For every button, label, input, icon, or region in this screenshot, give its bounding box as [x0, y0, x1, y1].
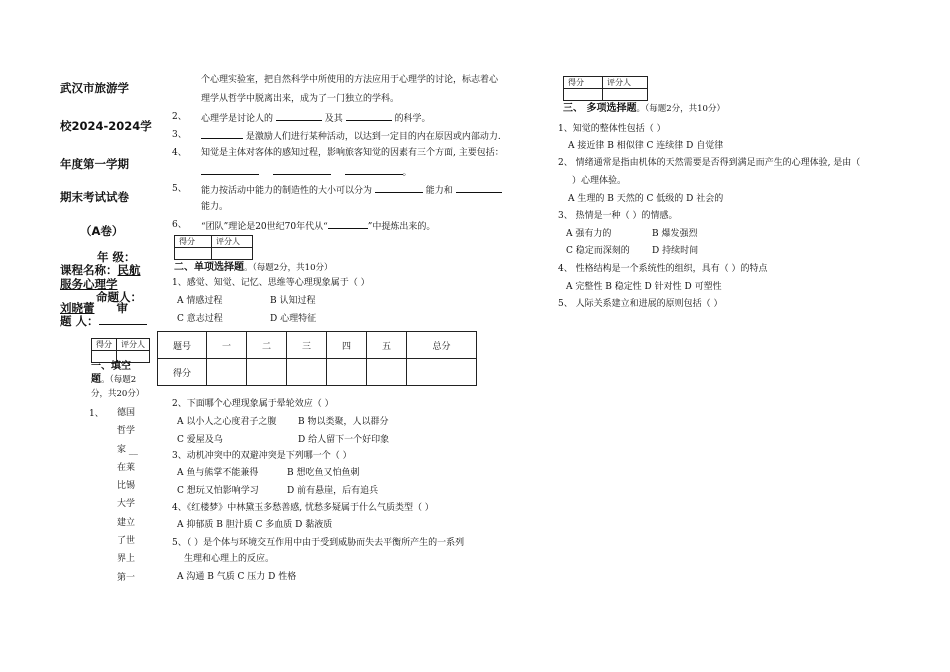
multi-q3: 3、 热情是一种（ ）的情感。	[558, 211, 678, 221]
fill-q2-part-c: 的科学。	[394, 114, 431, 124]
score-table-header: 三	[287, 332, 327, 359]
fill-q3-text: 是激励人们进行某种活动，以达到一定目的内在原因或内部动力.	[245, 132, 501, 142]
fill-q2-part-b: 及其	[324, 114, 343, 124]
course-name-value: 民航	[117, 263, 141, 277]
grader-cell-label: 评分人	[212, 236, 253, 248]
fill-q5-part-a: 能力按活动中能力的制造性的大小可以分为	[201, 186, 373, 196]
fill-q2-blank-2[interactable]	[346, 111, 392, 121]
reviewer-line	[60, 313, 147, 329]
single-title-text: 二、单项选择题	[174, 262, 244, 273]
single-q2-option-c[interactable]: C 爱屋及乌	[177, 435, 223, 445]
multi-q2-continued: ）心理体验。	[572, 176, 627, 186]
fill-q4-end: 。	[402, 168, 412, 178]
course-name-value-2: 服务心理学	[60, 277, 118, 291]
score-table-row-label: 得分	[158, 359, 207, 386]
single-q3-option-d[interactable]: D 前有悬崖，后有追兵	[287, 486, 379, 496]
fill-q6-blank[interactable]	[328, 219, 368, 229]
fill-q4-number: 4、	[172, 148, 187, 158]
fill-q5-end: 能力。	[201, 202, 229, 212]
fill-q6-number: 6、	[172, 220, 187, 230]
fill-q1-seg: 建立	[117, 517, 136, 528]
setter-name: 刘晓蕾	[60, 301, 95, 315]
exam-title: 期末考试试卷	[60, 190, 129, 204]
score-summary-table	[157, 331, 477, 386]
fill-title-text: 一、填空题	[91, 361, 131, 385]
fill-q1-seg: 哲学	[117, 426, 136, 437]
fill-q4-blank-1[interactable]	[201, 165, 259, 175]
score-table-header: 五	[367, 332, 407, 359]
score-table-header: 二	[247, 332, 287, 359]
grader-cell-label: 评分人	[603, 77, 648, 89]
multi-q2-options[interactable]: A 生理的 B 天然的 C 低级的 D 社会的	[568, 194, 724, 204]
single-q3-option-c[interactable]: C 想玩又怕影响学习	[177, 486, 259, 496]
fill-q2-blank-1[interactable]	[276, 111, 322, 121]
fill-q5-blank-1[interactable]	[375, 183, 423, 193]
multi-q1-options[interactable]: A 接近律 B 相似律 C 连续律 D 自觉律	[568, 141, 724, 151]
single-q1-option-b[interactable]: B 认知过程	[270, 296, 316, 306]
score-cell[interactable]	[287, 359, 327, 386]
fill-q4-blanks	[201, 165, 412, 179]
multi-q1: 1、知觉的整体性包括（ ）	[558, 124, 666, 134]
setter-label: 命题人：	[96, 290, 142, 304]
single-q4-options[interactable]: A 抑郁质 B 胆汁质 C 多血质 D 黏液质	[177, 520, 333, 530]
score-cell[interactable]	[207, 359, 247, 386]
single-q2-option-a[interactable]: A 以小人之心度君子之腹	[177, 417, 277, 427]
score-cell-label: 得分	[92, 339, 117, 351]
reviewer-label: 审	[116, 301, 128, 315]
multi-q3-option-a[interactable]: A 强有力的	[566, 229, 612, 239]
grade-label: 年 级：	[97, 250, 136, 264]
single-q2-option-d[interactable]: D 给人留下一个好印象	[298, 435, 390, 445]
single-q1: 1、感觉、知觉、记忆、思维等心理现象属于（ ）	[172, 278, 370, 288]
fill-q1-seg: 在莱	[117, 462, 136, 473]
single-q2-option-b[interactable]: B 物以类聚，人以群分	[298, 417, 389, 427]
fill-section-title	[91, 360, 147, 401]
single-title-note: 。（每题2分，共10分）	[244, 263, 333, 273]
multi-q4: 4、 性格结构是一个系统性的组织，具有（ ）的特点	[558, 264, 768, 274]
fill-q4-blank-3[interactable]	[345, 165, 403, 175]
single-section-title	[174, 258, 332, 273]
fill-q1-seg: 家 __	[117, 444, 138, 455]
fill-q1-seg: 大学	[117, 499, 136, 510]
fill-title-note: 。（每题2分，共20分）	[91, 375, 145, 399]
fill-q1-continued-2: 理学从哲学中脱离出来，成为了一门独立的学科。	[201, 94, 400, 104]
paper-version: （A卷）	[80, 224, 124, 238]
fill-q2-part-a: 心理学是讨论人的	[201, 114, 274, 124]
fill-q1-seg: 比锡	[117, 481, 136, 492]
exam-term: 年度第一学期	[60, 157, 129, 171]
course-name-label: 课程名称：	[60, 263, 118, 277]
multi-q3-option-c[interactable]: C 稳定而深刻的	[566, 246, 630, 256]
single-q4: 4、《红楼梦》中林黛玉多愁善感, 忧愁多疑属于什么气质类型（ ）	[172, 503, 434, 513]
score-cell[interactable]	[247, 359, 287, 386]
score-table-header: 四	[327, 332, 367, 359]
single-q3: 3、动机冲突中的双避冲突是下列哪一个（ ）	[172, 451, 352, 461]
fill-q5	[201, 183, 502, 197]
fill-q6	[201, 219, 435, 233]
fill-q1-seg: 第一	[117, 572, 136, 583]
score-cell[interactable]	[407, 359, 477, 386]
fill-q3-number: 3、	[172, 130, 187, 140]
fill-q1-seg: 了世	[117, 536, 136, 547]
fill-q4-blank-2[interactable]	[273, 165, 331, 175]
multi-title-text: 三、 多项选择题	[563, 103, 637, 114]
fill-q2-number: 2、	[172, 112, 187, 122]
multi-q3-option-b[interactable]: B 爆发强烈	[652, 229, 698, 239]
fill-q3	[201, 129, 501, 143]
single-q1-option-d[interactable]: D 心理特征	[270, 314, 317, 324]
single-q1-option-a[interactable]: A 情感过程	[177, 296, 223, 306]
multi-q3-option-d[interactable]: D 持续时间	[652, 246, 699, 256]
score-table-header: 总分	[407, 332, 477, 359]
score-cell[interactable]	[327, 359, 367, 386]
single-q3-option-a[interactable]: A 鱼与熊掌不能兼得	[177, 468, 259, 478]
fill-q1-seg: 德国	[117, 408, 136, 418]
score-cell[interactable]	[367, 359, 407, 386]
fill-q5-part-b: 能力和	[425, 186, 453, 196]
fill-q1-continued-1: 个心理实验室，把自然科学中所使用的方法应用于心理学的讨论，标志着心	[201, 75, 499, 85]
fill-q5-blank-2[interactable]	[456, 183, 502, 193]
score-cell-label: 得分	[175, 236, 212, 248]
score-table-row	[158, 359, 477, 386]
single-q3-option-b[interactable]: B 想吃鱼又怕鱼刺	[287, 468, 360, 478]
fill-q1-number: 1、	[89, 409, 104, 419]
fill-q6-part-b: ”中提炼出来的。	[367, 222, 436, 232]
fill-q1-seg: 界上	[117, 554, 136, 565]
multi-score-box	[563, 76, 648, 101]
score-table-header-row	[158, 332, 477, 359]
reviewer-label-2: 题 人：	[60, 314, 99, 328]
score-cell-label: 得分	[564, 77, 603, 89]
multi-q4-options[interactable]: A 完整性 B 稳定性 D 针对性 D 可塑性	[566, 282, 722, 292]
single-q5-continued: 生理和心理上的反应。	[184, 554, 275, 564]
fill-q4-text: 知觉是主体对客体的感知过程，影响旅客知觉的因素有三个方面, 主要包括：	[201, 148, 504, 158]
fill-q3-blank[interactable]	[201, 129, 243, 139]
single-q1-option-c[interactable]: C 意志过程	[177, 314, 223, 324]
school-name-line1: 武汉市旅游学	[60, 81, 129, 95]
multi-q5: 5、 人际关系建立和进展的原则包括（ ）	[558, 299, 723, 309]
single-q5: 5、（ ）是个体与环境交互作用中由于受到威胁而失去平衡所产生的一系列	[172, 538, 465, 548]
multi-section-title	[563, 99, 725, 114]
grader-cell-label: 评分人	[117, 339, 150, 351]
single-q2: 2、下面哪个心理现象属于晕轮效应（ ）	[172, 399, 334, 409]
score-table-header: 题号	[158, 332, 207, 359]
fill-q2	[201, 111, 431, 125]
fill-q1-vertical-text	[117, 404, 138, 587]
single-score-box	[174, 235, 253, 260]
multi-q2: 2、 情绪通常是指由机体的天然需要是否得到满足而产生的心理体验, 是由（	[558, 158, 861, 168]
score-table-header: 一	[207, 332, 247, 359]
fill-q6-part-a: “团队”理论是20世纪70年代从“	[201, 222, 328, 232]
fill-q5-number: 5、	[172, 184, 187, 194]
school-name-line2: 校2024-2024学	[60, 119, 152, 133]
single-q5-options[interactable]: A 沟通 B 气质 C 压力 D 性格	[177, 572, 297, 582]
multi-title-note: 。（每题2分，共10分）	[636, 104, 725, 114]
